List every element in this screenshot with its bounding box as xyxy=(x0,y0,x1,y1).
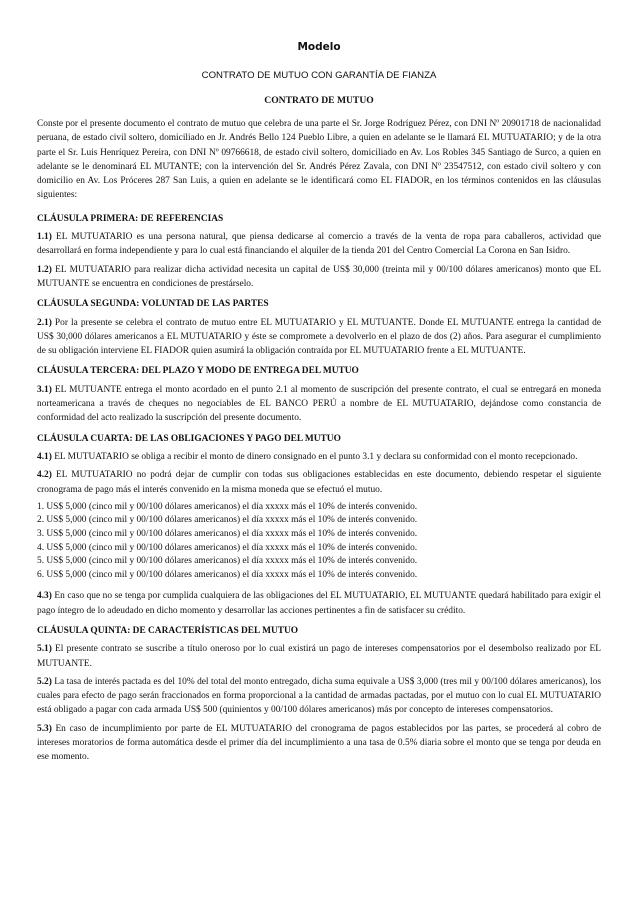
paragraph-text: EL MUTUATARIO para realizar dicha actividad necesita un capital de US$ 30,000 (treinta mil y 00/100 dólares americanos) monto que EL MUTUANTE se encuentra en condiciones de prestárselo. xyxy=(37,264,601,289)
paragraph-number: 5.1) xyxy=(37,644,52,655)
clause-paragraph xyxy=(37,450,601,464)
clause-heading: CLÁUSULA CUARTA: DE LAS OBLIGACIONES Y PAGO DEL MUTUO xyxy=(37,433,341,444)
clause-paragraph xyxy=(37,230,601,259)
clause-heading: CLÁUSULA TERCERA: DEL PLAZO Y MODO DE ENTREGA DEL MUTUO xyxy=(37,366,359,377)
document-subtitle: CONTRATO DE MUTUO CON GARANTÍA DE FIANZA xyxy=(201,70,437,81)
payment-schedule-item: 4. US$ 5,000 (cinco mil y 00/100 dólares americanos) el día xxxxx más el 10% de interés convenido. xyxy=(37,542,418,553)
clause-paragraph xyxy=(37,316,601,359)
payment-schedule-item: 3. US$ 5,000 (cinco mil y 00/100 dólares americanos) el día xxxxx más el 10% de interés convenido. xyxy=(37,529,418,540)
paragraph-number: 4.2) xyxy=(37,470,52,481)
payment-schedule-item: 2. US$ 5,000 (cinco mil y 00/100 dólares americanos) el día xxxxx más el 10% de interés convenido. xyxy=(37,515,418,526)
paragraph-number: 4.3) xyxy=(37,591,52,602)
payment-schedule-item: 5. US$ 5,000 (cinco mil y 00/100 dólares americanos) el día xxxxx más el 10% de interés convenido. xyxy=(37,556,418,567)
paragraph-number: 3.1) xyxy=(37,384,52,395)
payment-schedule-list xyxy=(37,501,601,583)
paragraph-text: EL MUTUATARIO se obliga a recibir el monto de dinero consignado en el punto 3.1 y declara su conformidad con el monto recepcionado. xyxy=(51,451,578,462)
clause-paragraph xyxy=(37,468,601,497)
clause-paragraph xyxy=(37,589,601,618)
paragraph-text: En caso que no se tenga por cumplida cualquiera de las obligaciones del EL MUTUATARIO, EL MUTUANTE quedará habilitado para exigir el pago íntegro de lo adeudado en dicho momento y desarrollar las acciones pertinentes a fin de satisfacer su crédito. xyxy=(37,591,601,616)
clause-heading: CLÁUSULA PRIMERA: DE REFERENCIAS xyxy=(37,213,224,224)
intro-paragraph: Conste por el presente documento el contrato de mutuo que celebra de una parte el Sr. Jorge Rodríguez Pérez, con DNI Nº 20901718 de nacionalidad peruana, de estado civil soltero, domiciliado en Jr. Andrés Bello 124 Pueblo Libre, a quien en adelante se le llamará EL MUTUATARIO; y de la otra parte el Sr. Luis Henríquez Pereira, con DNI Nº 09766618, de estado civil soltero, domiciliado en Av. Los Robles 345 Santiago de Surco, a quien en adelante se le denominará EL MUTANTE; con la intervención del Sr. Andrés Pérez Zavala, con DNI Nº 23547512, con estado civil soltero y con domicilio en Av. Los Próceres 287 San Luis, a quien en adelante se le identificará como EL FIADOR, en los términos contenidos en las cláusulas siguientes: xyxy=(37,119,601,201)
clauses-container xyxy=(37,212,601,765)
paragraph-text: Por la presente se celebra el contrato de mutuo entre EL MUTUATARIO y EL MUTUANTE. Donde EL MUTUANTE entrega la cantidad de US$ 30,000 dólares americanos a EL MUTUATARIO y éste se compromete a devolverlo en el plazo de dos (2) años. Para asegurar el cumplimiento de su obligación interviene EL FIADOR quien asumirá la obligación contraída por EL MUTUATARIO frente a EL MUTUANTE. xyxy=(37,317,601,357)
paragraph-number: 4.1) xyxy=(37,451,52,462)
paragraph-text: EL MUTUANTE entrega el monto acordado en el punto 2.1 al momento de suscripción del presente contrato, el cual se entregará en moneda norteamericana a través de cheques no negociables de EL BANCO PERÚ a nombre de EL MUTUATARIO, dejándose como constancia de conformidad del acto realizado la suscripción del presente documento. xyxy=(37,384,601,424)
paragraph-number: 5.3) xyxy=(37,723,52,734)
paragraph-number: 1.1) xyxy=(37,232,52,243)
clause-paragraph xyxy=(37,383,601,426)
paragraph-number: 5.2) xyxy=(37,676,52,687)
paragraph-text: EL MUTUATARIO no podrá dejar de cumplir con todas sus obligaciones establecidas en este documento, debiendo respetar el siguiente cronograma de pago más el interés convenido en la misma moneda que se efectuó el mutuo. xyxy=(37,470,601,495)
clause-heading: CLÁUSULA QUINTA: DE CARACTERÍSTICAS DEL MUTUO xyxy=(37,625,299,636)
paragraph-text: La tasa de interés pactada es del 10% del total del monto entregado, dicha suma equivale a US$ 3,000 (tres mil y 00/100 dólares americanos), los cuales para efecto de pago serán fraccionados en forma proporcional a la cantidad de armadas pactadas, por el mutuo con lo cual EL MUTUATARIO está obligado a pagar con cada armada US$ 500 (quinientos y 00/100 dólares americanos) más por concepto de intereses compensatorios. xyxy=(37,676,601,716)
paragraph-text: EL MUTUATARIO es una persona natural, que piensa dedicarse al comercio a través de la venta de ropa para caballeros, actividad que desarrollará en forma independiente y para lo cual está financiando el alquiler de la tienda 201 del Centro Comercial La Corona en San Isidro. xyxy=(37,232,601,257)
clause-heading: CLÁUSULA SEGUNDA: VOLUNTAD DE LAS PARTES xyxy=(37,299,269,310)
paragraph-text: En caso de incumplimiento por parte de EL MUTUATARIO del cronograma de pagos establecidos por las partes, se procederá al cobro de intereses moratorios de forma automática desde el primer día del incumplimiento a una tasa de 0.5% diaria sobre el monto que se tenga por deuda en ese momento. xyxy=(37,723,601,763)
document-kicker: Modelo xyxy=(297,41,341,53)
paragraph-text: El presente contrato se suscribe a título oneroso por lo cual existirá un pago de intereses compensatorios por el desembolso realizado por EL MUTUANTE. xyxy=(37,644,601,669)
payment-schedule-item: 6. US$ 5,000 (cinco mil y 00/100 dólares americanos) el día xxxxx más el 10% de interés convenido. xyxy=(37,569,418,580)
clause-paragraph xyxy=(37,675,601,718)
clause-paragraph xyxy=(37,722,601,765)
payment-schedule-item: 1. US$ 5,000 (cinco mil y 00/100 dólares americanos) el día xxxxx más el 10% de interés convenido. xyxy=(37,501,418,512)
clause-paragraph xyxy=(37,263,601,292)
paragraph-number: 2.1) xyxy=(37,317,52,328)
clause-paragraph xyxy=(37,642,601,671)
paragraph-number: 1.2) xyxy=(37,264,52,275)
document-title: CONTRATO DE MUTUO xyxy=(264,95,374,106)
